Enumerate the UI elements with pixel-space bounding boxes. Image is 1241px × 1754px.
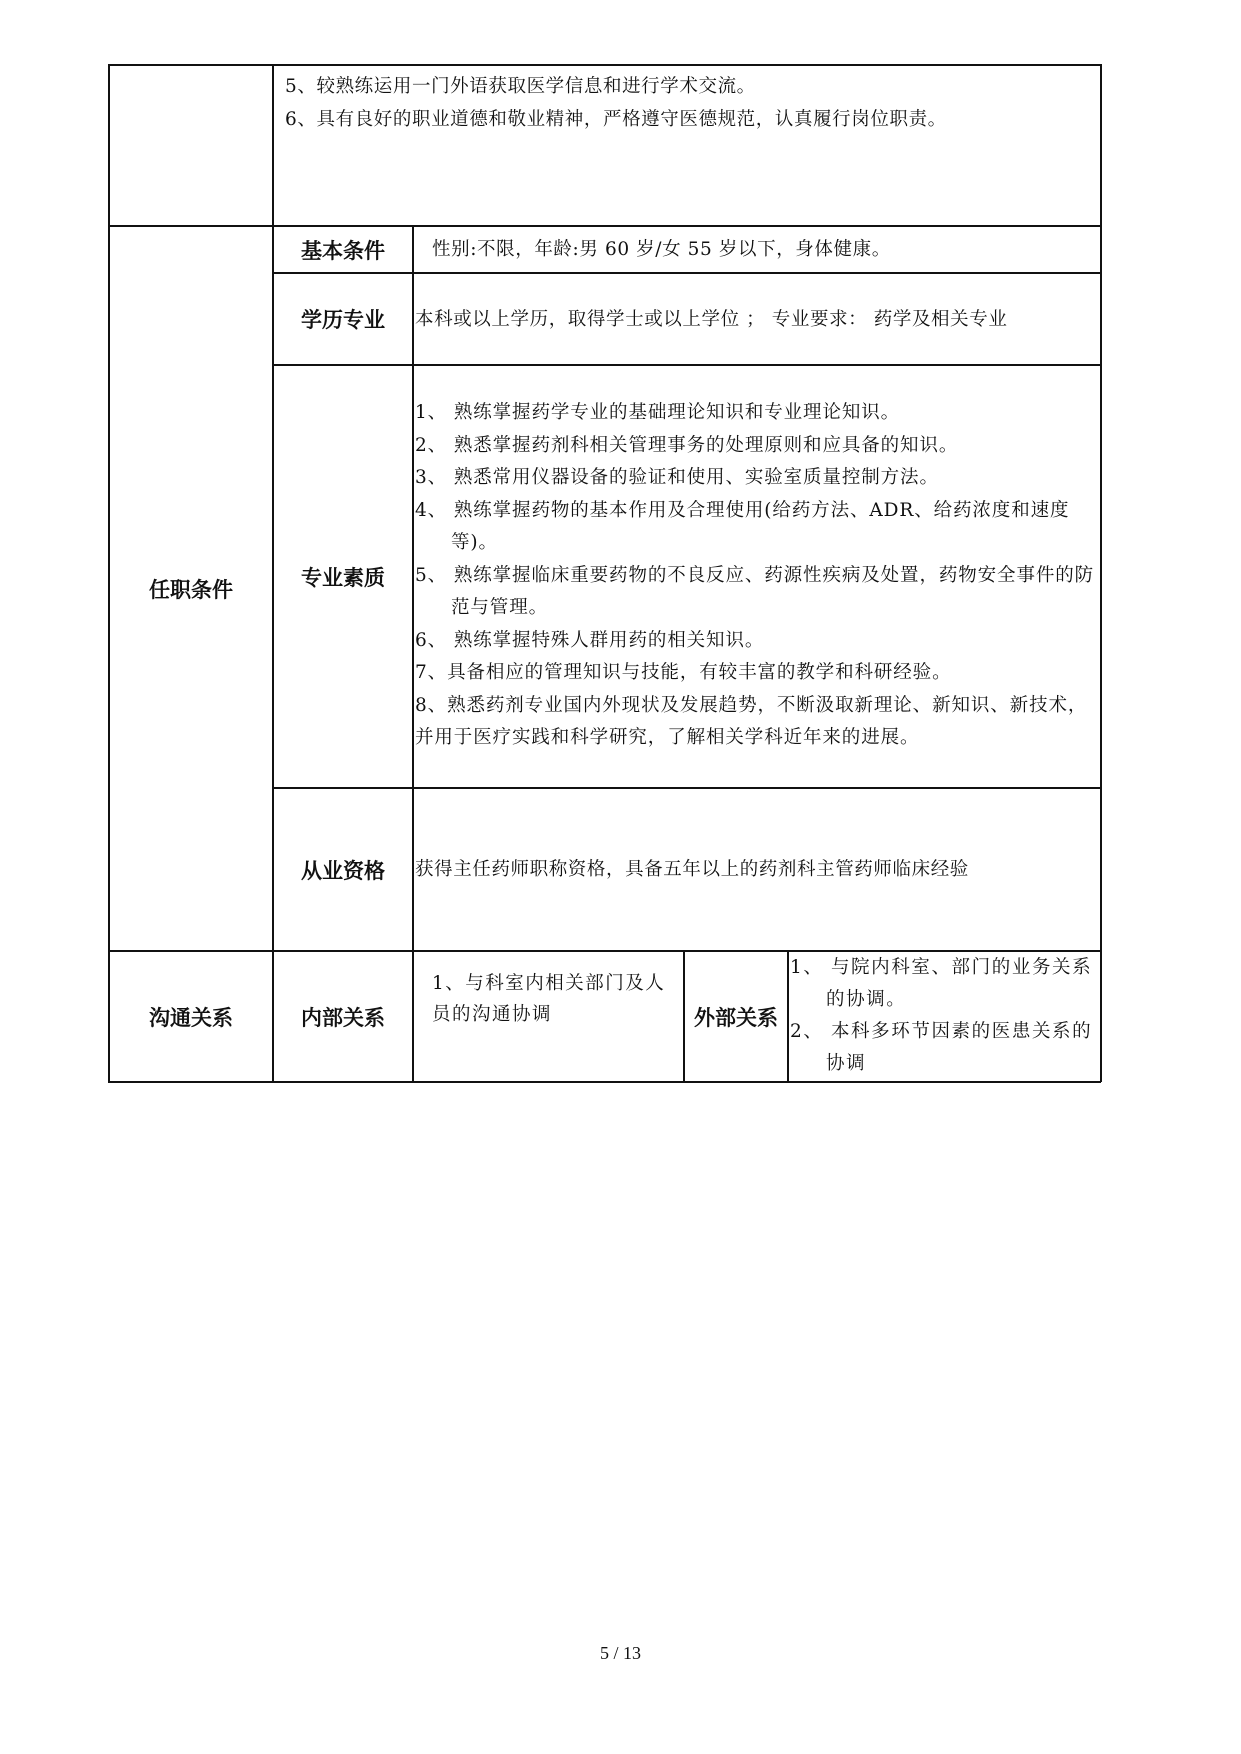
continuation-item: 6、具有良好的职业道德和敬业精神，严格遵守医德规范，认真履行岗位职责。 bbox=[285, 109, 947, 130]
list-item: 1、 熟练掌握药学专业的基础理论知识和专业理论知识。 bbox=[415, 402, 901, 423]
list-item: 7、具备相应的管理知识与技能，有较丰富的教学和科研经验。 bbox=[415, 662, 952, 683]
education-value: 本科或以上学历，取得学士或以上学位 ； 专业要求： 药学及相关专业 bbox=[415, 308, 1008, 330]
table-border-bottom bbox=[108, 1081, 1101, 1083]
continuation-item: 5、较熟练运用一门外语获取医学信息和进行学术交流。 bbox=[285, 76, 756, 97]
professional-quality-label: 专业素质 bbox=[301, 565, 385, 590]
list-item: 4、 熟练掌握药物的基本作用及合理使用(给药方法、ADR、给药浓度和速度等)。 bbox=[415, 499, 1070, 553]
table-rule bbox=[787, 950, 789, 1082]
list-item: 3、 熟悉常用仪器设备的验证和使用、实验室质量控制方法。 bbox=[415, 467, 939, 488]
external-relations-list bbox=[790, 952, 1098, 1080]
basic-conditions-label: 基本条件 bbox=[301, 238, 385, 263]
internal-relations-label: 内部关系 bbox=[301, 1005, 385, 1030]
list-item: 8、熟悉药剂专业国内外现状及发展趋势，不断汲取新理论、新知识、新技术，并用于医疗实践和科学研究，了解相关学科近年来的进展。 bbox=[415, 694, 1088, 748]
table-rule bbox=[412, 225, 414, 1082]
page-number: 5 / 13 bbox=[599, 1643, 641, 1663]
qualifications-section-label: 任职条件 bbox=[149, 577, 233, 602]
external-relations-label: 外部关系 bbox=[694, 1005, 778, 1030]
communication-section-label: 沟通关系 bbox=[149, 1005, 233, 1030]
education-label: 学历专业 bbox=[301, 308, 385, 332]
license-label: 从业资格 bbox=[301, 858, 385, 883]
continuation-cell bbox=[285, 70, 1095, 220]
table-border-top bbox=[108, 64, 1101, 66]
list-item: 2、 本科多环节因素的医患关系的协调 bbox=[790, 1021, 1093, 1074]
list-item: 5、 熟练掌握临床重要药物的不良反应、药源性疾病及处置，药物安全事件的防范与管理。 bbox=[415, 564, 1095, 618]
internal-relations-value: 1、与科室内相关部门及人员的沟通协调 bbox=[432, 973, 666, 1025]
table-border-right bbox=[1100, 64, 1102, 1082]
license-value: 获得主任药师职称资格，具备五年以上的药剂科主管药师临床经验 bbox=[415, 859, 969, 880]
professional-quality-list bbox=[415, 397, 1099, 785]
basic-conditions-value: 性别:不限，年龄:男 60 岁/女 55 岁以下，身体健康。 bbox=[432, 239, 891, 260]
list-item: 1、 与院内科室、部门的业务关系的协调。 bbox=[790, 957, 1093, 1010]
list-item: 2、 熟悉掌握药剂科相关管理事务的处理原则和应具备的知识。 bbox=[415, 434, 959, 456]
list-item: 6、 熟练掌握特殊人群用药的相关知识。 bbox=[415, 629, 765, 651]
